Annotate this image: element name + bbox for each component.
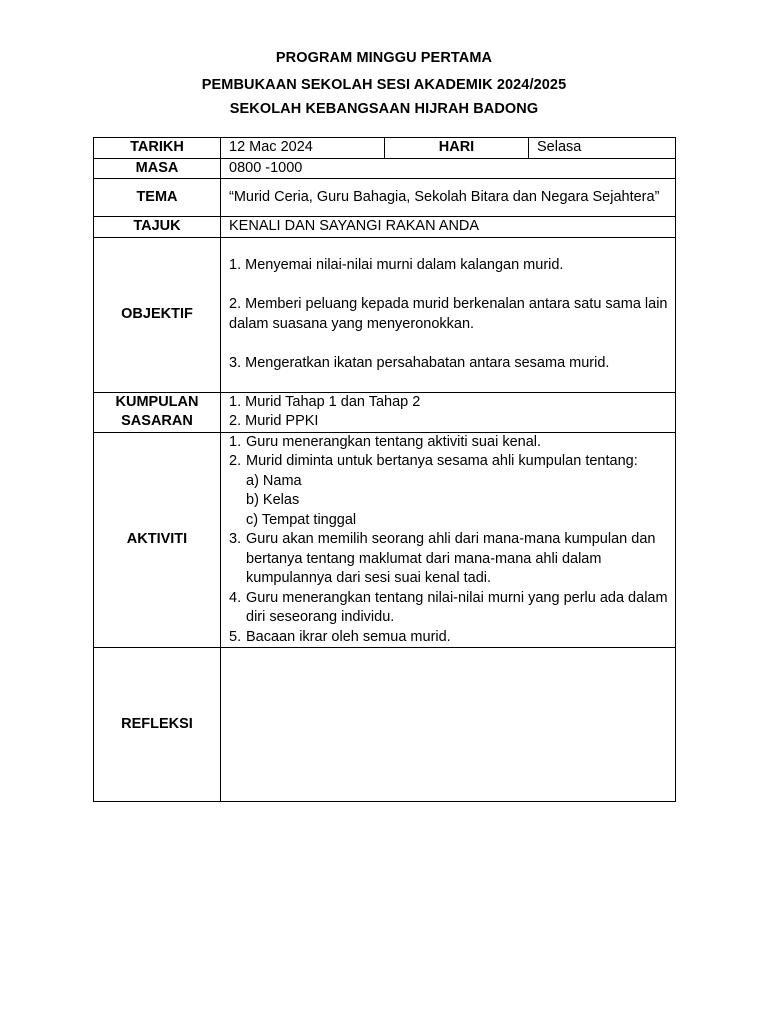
tema-value: “Murid Ceria, Guru Bahagia, Sekolah Bitara dan Negara Sejahtera”	[221, 179, 676, 217]
tajuk-label: TAJUK	[94, 217, 221, 238]
hari-value: Selasa	[529, 138, 676, 159]
aktiviti-content	[221, 432, 676, 648]
tarikh-value: 12 Mac 2024	[221, 138, 385, 159]
aktiviti-item-number: 1.	[229, 433, 242, 450]
aktiviti-item-text: Murid diminta untuk bertanya sesama ahli kumpulan tentang:	[246, 453, 638, 469]
objektif-item: 1. Menyemai nilai-nilai murni dalam kalangan murid.	[229, 257, 564, 273]
objektif-content	[221, 237, 676, 392]
objektif-item: 2. Memberi peluang kepada murid berkenalan antara satu sama lain dalam suasana yang menyeronokkan.	[229, 296, 668, 332]
title-line-2: PEMBUKAAN SEKOLAH SESI AKADEMIK 2024/2025	[201, 77, 567, 93]
program-table	[93, 137, 676, 802]
aktiviti-item	[229, 589, 669, 628]
kumpulan-sasaran-label	[94, 392, 221, 432]
tema-label: TEMA	[94, 179, 221, 217]
aktiviti-item-number: 2.	[229, 453, 242, 469]
kumpulan-label-line-1: KUMPULAN	[115, 393, 199, 410]
refleksi-content	[221, 648, 676, 802]
aktiviti-item-text: Guru menerangkan tentang aktiviti suai kenal.	[246, 433, 542, 450]
row-tema	[94, 179, 676, 217]
kumpulan-label-line-2: SASARAN	[121, 413, 193, 429]
aktiviti-item	[229, 433, 669, 453]
row-masa	[94, 158, 676, 179]
refleksi-label: REFLEKSI	[94, 648, 221, 802]
aktiviti-item-number: 3.	[229, 531, 242, 547]
aktiviti-item	[229, 628, 669, 648]
aktiviti-item-number: 5.	[229, 628, 242, 645]
aktiviti-item-text: Bacaan ikrar oleh semua murid.	[246, 628, 451, 645]
aktiviti-label: AKTIVITI	[94, 432, 221, 648]
aktiviti-subitem: b) Kelas	[246, 492, 300, 508]
objektif-label: OBJEKTIF	[94, 237, 221, 392]
row-refleksi	[94, 648, 676, 802]
tajuk-value: KENALI DAN SAYANGI RAKAN ANDA	[221, 217, 676, 238]
masa-value: 0800 -1000	[221, 158, 676, 179]
row-objektif	[94, 237, 676, 392]
objektif-item: 3. Mengeratkan ikatan persahabatan antara sesama murid.	[229, 354, 610, 371]
title-line-1: PROGRAM MINGGU PERTAMA	[275, 50, 493, 66]
row-kumpulan-sasaran	[94, 392, 676, 432]
aktiviti-item-text: Guru menerangkan tentang nilai-nilai murni yang perlu ada dalam diri seseorang individu.	[246, 589, 668, 625]
aktiviti-item	[229, 452, 669, 472]
kumpulan-item: 1. Murid Tahap 1 dan Tahap 2	[229, 393, 421, 410]
hari-label: HARI	[385, 138, 529, 159]
aktiviti-item-text: Guru akan memilih seorang ahli dari mana-mana kumpulan dan bertanya tentang maklumat dari mana-mana ahli dalam kumpulannya dari sesi suai kenal tadi.	[246, 531, 656, 586]
tarikh-label: TARIKH	[94, 138, 221, 159]
row-tarikh	[94, 138, 676, 159]
kumpulan-sasaran-content	[221, 392, 676, 432]
aktiviti-item-number: 4.	[229, 589, 242, 606]
masa-label: MASA	[94, 158, 221, 179]
row-tajuk	[94, 217, 676, 238]
kumpulan-item: 2. Murid PPKI	[229, 413, 319, 429]
aktiviti-subitem: a) Nama	[246, 472, 302, 489]
aktiviti-subitem: c) Tempat tinggal	[246, 511, 357, 528]
row-aktiviti	[94, 432, 676, 648]
aktiviti-item	[229, 530, 669, 589]
title-line-3: SEKOLAH KEBANGSAAN HIJRAH BADONG	[229, 101, 539, 117]
